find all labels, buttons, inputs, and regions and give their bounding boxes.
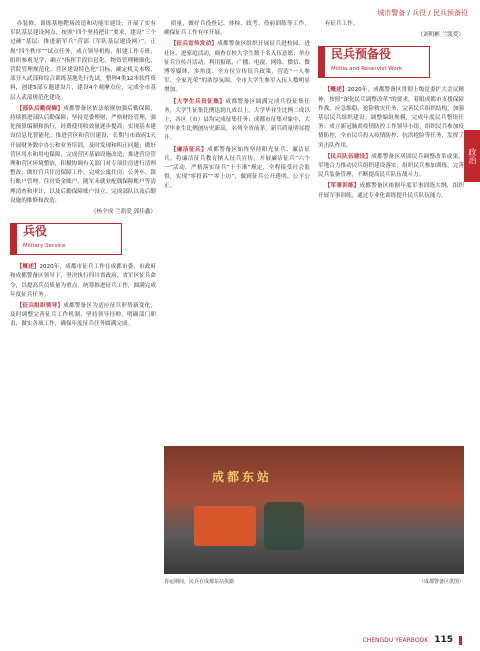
paragraph: 办装修、训练基地靶场改造和功能室建设；开展了实有军队基层建设网点，按照“四个坚持把住”要求，建设“三个过硬”基层；推进新军兵“营部（军队基层建设网）”，正规“四个秩序”“试点任务，成立领导机构，组建工作专班，组织参观见学，确立“指挥手段信息化、物资管理精细化、营院管理规范化、营区建设特色化”目标，确定机关本级、部分人武部和综合训练基地先行先试，整理4类12本软件资料，创建5部专题建设片，建设4个观摩点位，完成全市基层人武部规范化建设。 [10,21,156,101]
journal-name: CHENGDU YEARBOOK [362,636,429,644]
section-tag: 【征兵宣传发动】 [170,41,218,48]
paragraph: 【民兵队伍建设】成都警备区巩固民兵调整改革成果，军地合力推动民兵组织建设落实；组织民兵参加训练，完善民兵装备管理，不断提高民兵队伍战斗力。 [318,153,464,179]
section-subtitle: Militia and Reservist Work [331,66,403,73]
section-tag: 【概述】 [324,87,348,94]
column-3 [318,20,464,203]
section-tag: 【部队后勤保障】 [16,105,64,112]
caption-text: 春运期间，民兵在成都东站执勤 [164,579,235,585]
section-bar [319,47,325,77]
people-shape [264,502,304,550]
section-tag: 【征兵组织领导】 [16,303,64,310]
station-sign: 成都东站 [212,470,273,484]
section-tag: 【民兵队伍建设】 [324,153,372,160]
section-tag: 【廉洁征兵】 [170,146,208,153]
page-number: 115 [434,635,453,645]
paragraph: 【大学生兵员征集】成都警备区圆满完成兵役征集任务，大学生征集比例达到九成以上，大学毕业生比例二成以上，各区（市）县均完成征集任务；成都市征集对象中，大学毕业生比例创历史新高，名列全省前茅，新兵质量明显提升。 [164,98,310,142]
column-1 [10,20,156,332]
paragraph: 【概述】2020年，成都警备区贯彻上级党委扩大会议精神，按照“深化民兵调整改革”的要求，着眼成都市支援保障作战、应急维稳、抢险救灾任务，完善民兵组织结构，加强基层民兵组织建设；调整编组规模，完成年度民兵整组任务；成立新冠肺炎疫情防控工作领导小组，组织民兵参加疫情防控，全市民兵投入疫情防控、抗洪抢险等任务，发挥了突击队作用。 [318,87,464,149]
section-tag: 【军事训练】 [324,183,360,190]
page-body [10,20,464,633]
signature: （杨全成 兰凯爱 郭佳鑫） [90,209,156,216]
paragraph: 【部队后勤保障】成都警备区依法依规加强后勤保障，持续推进部队后勤保障；坚持党委理财，严格财经管理，强化预算编制和执行，经费使用收效量逐步提高，实现基本建设信息化智能化；推进营区和营房建设，长期与市政府1天开展财务数中办公和业务培训，及时发现和纠正问题；做好营区用水和用电保障，完成营区基础设施改造；推进营房管理和营区环境整治，积极协调有关部门对专项住房进行清理整改；做好官兵住房保障工作，完成公寓住房、公务车、银行账户管理，住房资金账户、随军未就业配偶保障账户等清理清查和审计，以及后勤保障账户设立、完成部队以及后勤设施的维修和改造。 [10,105,156,204]
photo-station [164,446,464,574]
footer-mark [459,636,462,645]
truck-shape [194,506,256,546]
paragraph: 【概述】2020年，成都市征兵工作在成都市委、市政府和成都警备区领导下，坚决执行四川省政府、省军区征兵命令，以提高兵员质量为重点，统筹推进征兵工作，圆满完成年度征兵任务。 [10,264,156,298]
section-heading [318,46,430,78]
section-title: 兵役 [23,224,48,239]
signature: （刘明彬 兰凯爱） [417,32,464,39]
page-header: 城市警备 / 兵役 / 民兵预备役 [377,9,468,17]
section-bar [11,224,17,254]
column-2 [164,20,310,194]
section-tag: 【概述】 [16,264,40,271]
side-tab: 政治 [464,130,480,182]
paragraph: 【廉洁征兵】成都警备区始终坚持阳光征兵、廉洁征兵，将廉洁征兵教育纳入征兵宣传，开展廉洁征兵“六个一”活动，严格落实征兵“十不准”规定，全程接受社会监督，实现“零投诉”“零上访”，做到征兵公开透明、公平公正。 [164,146,310,190]
paragraph: 【军事训练】成都警备区依据年度军事训练大纲，组织开展军事训练，通过专业化训练提升民兵队伍能力。 [318,183,464,199]
paragraph: 有征兵工作。 [324,21,359,27]
section-title: 民兵预备役 [331,47,392,62]
section-heading [10,223,122,255]
photo-caption [164,578,464,585]
paragraph: 【征兵组织领导】成都警备区为适应征兵形势新变化，及时调整完善征兵工作机制，坚持领导挂帅，明确部门职责，做实各项工作，确保年度征兵任务圆满完成。 [10,303,156,328]
caption-credit: （成都警备区供图） [418,579,464,585]
section-subtitle: Military Service [23,243,66,250]
paragraph: 【征兵宣传发动】成都警备区组织开展征兵进校园、进社区、进家庭活动，调查在校大学生数千名入伍意愿；举办征兵宣传月活动，利用报纸、广播、电视、网络、微信、微博等媒体，多角度、全方位宣传征兵政策，营造“一人参军、全家光荣”的浓厚氛围，全市大学生参军入伍人数明显增加。 [164,41,310,94]
page-footer [363,635,462,645]
paragraph: 质量，做好兵役登记、体检、政考、役前训练等工作，确保征兵工作有序开展。 [164,21,310,37]
section-tag: 【大学生兵员征集】 [170,98,226,105]
